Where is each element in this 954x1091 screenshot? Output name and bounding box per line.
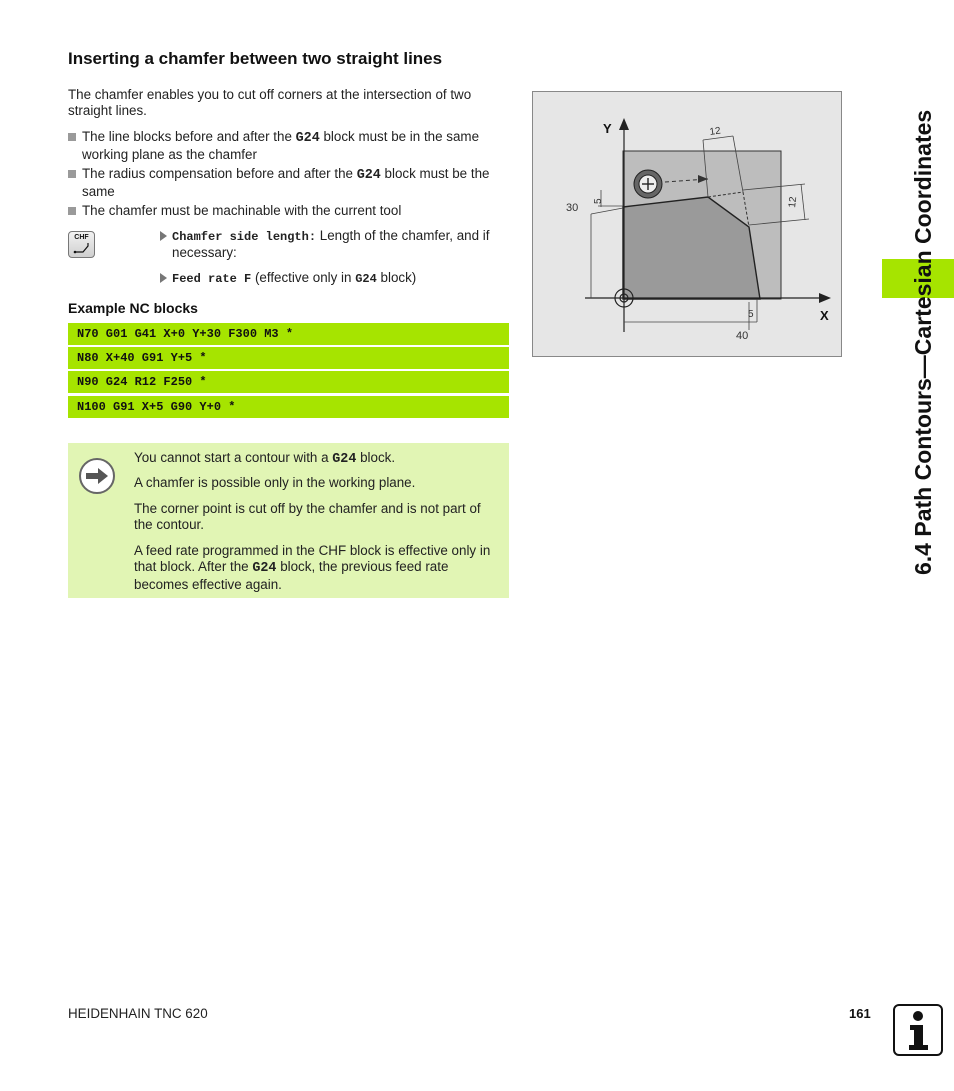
note-text: A feed rate programmed in the CHF block is effective only in that block. After the [134, 543, 491, 574]
note-text: block, the previous feed rate becomes effective again. [134, 559, 449, 592]
chamfer-diagram-svg [533, 92, 841, 356]
param-text: (effective only in [251, 270, 356, 285]
nc-block-row: N90 G24 R12 F250 * [68, 371, 509, 393]
chamfer-glyph-icon [69, 232, 94, 257]
y-axis-arrow [619, 118, 629, 130]
chf-key-label: CHF [74, 234, 89, 241]
section-title: Inserting a chamfer between two straight lines [68, 49, 443, 68]
note-paragraph [134, 450, 500, 468]
chapter-title-text: 6.4 Path Contours—Cartesian Coordinates [910, 109, 936, 575]
note-paragraph [134, 543, 500, 593]
param-code: Feed rate F [172, 272, 252, 286]
bullet-code: G24 [356, 168, 381, 183]
param-code: G24 [355, 272, 377, 286]
x-axis-label: X [820, 308, 829, 323]
dimension-label: 30 [566, 202, 579, 214]
triangle-bullet-icon [160, 273, 167, 283]
bullet-square-icon [68, 133, 76, 141]
footer-product: HEIDENHAIN TNC 620 [68, 1006, 208, 1021]
note-text: You cannot start a contour with a [134, 450, 333, 465]
note-code: G24 [252, 561, 277, 576]
param-text: Length of the chamfer, and if necessary: [172, 228, 490, 260]
y-axis-label: Y [603, 121, 612, 136]
triangle-bullet-icon [160, 231, 167, 241]
dimension-label: 40 [736, 330, 749, 342]
bullet-item [68, 166, 510, 200]
bullet-square-icon [68, 170, 76, 178]
note-paragraph: A chamfer is possible only in the working plane. [134, 475, 416, 490]
param-text: block) [376, 270, 417, 285]
nc-block-row: N100 G91 X+5 G90 Y+0 * [68, 396, 509, 418]
bullet-text: The chamfer must be machinable with the current tool [82, 203, 402, 218]
dimension-line [591, 208, 623, 214]
dimension-label: 5 [593, 198, 604, 204]
example-heading: Example NC blocks [68, 300, 198, 316]
bullet-text: block must be the same [82, 166, 490, 199]
page-number: 161 [849, 1006, 871, 1021]
intro-paragraph: The chamfer enables you to cut off corners at the intersection of two straight lines. [68, 87, 472, 118]
bullet-text: The radius compensation before and after the [82, 166, 357, 181]
bullet-item [68, 203, 510, 219]
note-text: block. [356, 450, 396, 465]
arrow-right-icon [79, 458, 115, 494]
bullet-code: G24 [295, 131, 320, 146]
bullet-text: block must be in the same working plane as the chamfer [82, 129, 480, 162]
note-paragraph: The corner point is cut off by the chamfer and is not part of the contour. [134, 501, 481, 532]
param-chamfer-length [160, 228, 510, 261]
param-code: Chamfer side length: [172, 230, 317, 244]
chf-key-icon [68, 231, 95, 258]
param-feed-rate [160, 270, 510, 287]
chamfer-diagram [532, 91, 842, 357]
info-icon [893, 1004, 943, 1056]
dimension-line [801, 184, 805, 220]
bullet-item [68, 129, 510, 163]
bullet-square-icon [68, 207, 76, 215]
dimension-label: 12 [708, 125, 722, 138]
note-code: G24 [332, 452, 357, 467]
nc-block-row: N80 X+40 G91 Y+5 * [68, 347, 509, 369]
dimension-label: 12 [787, 196, 800, 209]
nc-block-row: N70 G01 G41 X+0 Y+30 F300 M3 * [68, 323, 509, 345]
dimension-label: 5 [748, 309, 754, 320]
bullet-text: The line blocks before and after the [82, 129, 296, 144]
x-axis-arrow [819, 293, 831, 303]
